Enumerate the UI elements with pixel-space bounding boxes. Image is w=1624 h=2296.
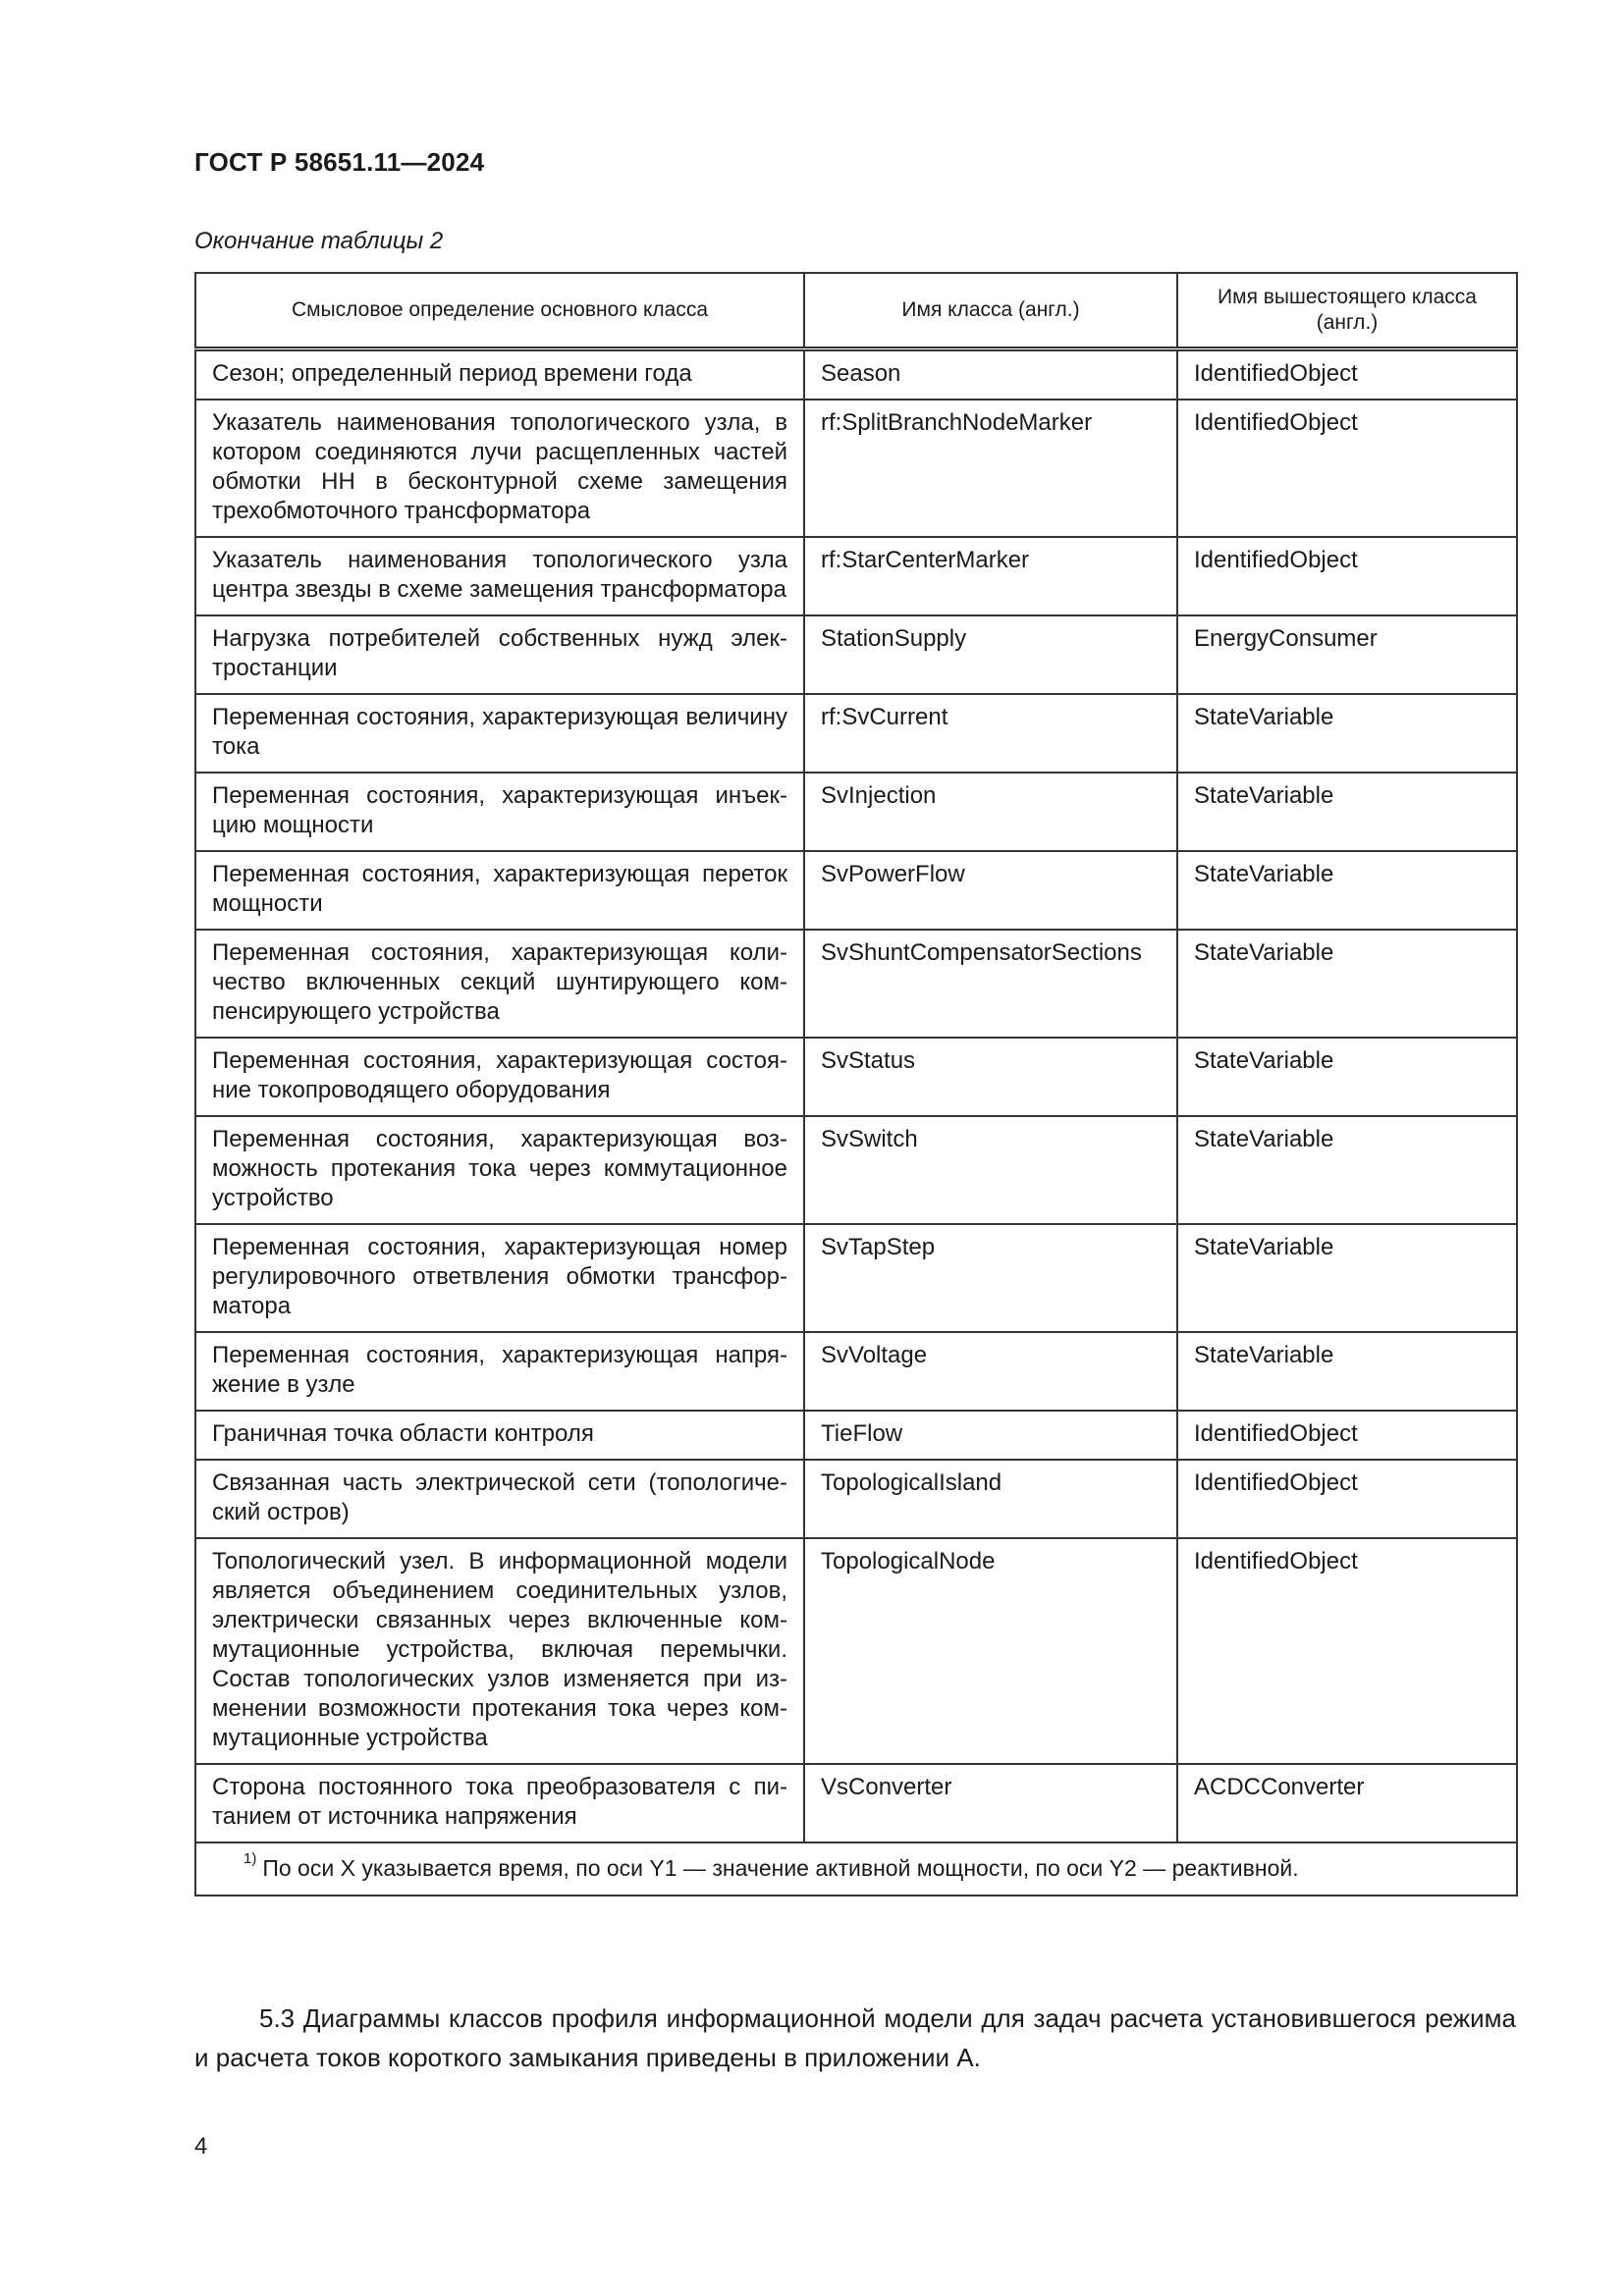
class-name-cell: rf:SvCurrent (804, 694, 1177, 773)
parent-class-cell: IdentifiedObject (1177, 1460, 1517, 1538)
parent-class-cell: StateVariable (1177, 1332, 1517, 1411)
class-name-cell: VsConverter (804, 1764, 1177, 1842)
table-row (195, 1460, 1517, 1538)
class-name-cell: SvVoltage (804, 1332, 1177, 1411)
column-header-class-name: Имя класса (англ.) (804, 273, 1177, 349)
footnote-row (195, 1842, 1517, 1896)
definition-cell: Нагрузка потребителей собственных нужд электростанции (195, 615, 804, 694)
definition-cell: Граничная точка области контроля (195, 1411, 804, 1460)
class-name-cell: SvTapStep (804, 1224, 1177, 1332)
table-row (195, 1038, 1517, 1116)
class-name-cell: rf:SplitBranchNodeMarker (804, 400, 1177, 537)
table-row (195, 349, 1517, 400)
definition-cell: Указатель наименования топологического узла центра звезды в схеме замещения трансформатора (195, 537, 804, 615)
table-caption: Окончание таблицы 2 (194, 228, 444, 254)
table-row (195, 930, 1517, 1038)
table-row (195, 1764, 1517, 1842)
class-name-cell: StationSupply (804, 615, 1177, 694)
class-name-cell: SvPowerFlow (804, 851, 1177, 930)
column-header-parent-class: Имя вышестоящего класса (англ.) (1177, 273, 1517, 349)
definition-cell: Переменная состояния, характеризующая состояние токопроводящего оборудования (195, 1038, 804, 1116)
parent-class-cell: IdentifiedObject (1177, 1538, 1517, 1764)
document-code: ГОСТ Р 58651.11—2024 (194, 147, 485, 177)
table-row (195, 1538, 1517, 1764)
table-row (195, 1411, 1517, 1460)
class-name-cell: rf:StarCenterMarker (804, 537, 1177, 615)
table-row (195, 615, 1517, 694)
parent-class-cell: EnergyConsumer (1177, 615, 1517, 694)
class-name-cell: SvStatus (804, 1038, 1177, 1116)
footnote-text: По оси X указывается время, по оси Y1 — значение активной мощности, по оси Y2 — реактивной. (262, 1855, 1299, 1881)
table-row (195, 851, 1517, 930)
definition-cell: Переменная состояния, характеризующая величину тока (195, 694, 804, 773)
parent-class-cell: StateVariable (1177, 1038, 1517, 1116)
column-header-definition: Смысловое определение основного класса (195, 273, 804, 349)
parent-class-cell: IdentifiedObject (1177, 1411, 1517, 1460)
definition-cell: Переменная состояния, характеризующая номер регулировочного ответвления обмотки трансформатора (195, 1224, 804, 1332)
class-name-cell: SvShuntCompensatorSections (804, 930, 1177, 1038)
table-row (195, 773, 1517, 851)
definition-cell: Указатель наименования топологического узла, в котором соединяются лучи расщепленных частей обмотки НН в бесконтурной схеме замещения трехобмоточного трансформатора (195, 400, 804, 537)
table-row (195, 1116, 1517, 1224)
parent-class-cell: IdentifiedObject (1177, 400, 1517, 537)
class-name-cell: TieFlow (804, 1411, 1177, 1460)
parent-class-cell: StateVariable (1177, 1116, 1517, 1224)
parent-class-cell: StateVariable (1177, 1224, 1517, 1332)
definition-cell: Топологический узел. В информационной модели является объединением соединительных узлов, электрически связанных через включенные коммутационные устройства, включая перемычки. Состав топологических узлов изменяется при изменении возможности протекания тока через коммутационные устройства (195, 1538, 804, 1764)
parent-class-cell: StateVariable (1177, 773, 1517, 851)
class-name-cell: Season (804, 349, 1177, 400)
footnote-cell (195, 1842, 1517, 1896)
table-row (195, 400, 1517, 537)
page-number: 4 (194, 2133, 208, 2160)
table-row (195, 1224, 1517, 1332)
parent-class-cell: StateVariable (1177, 851, 1517, 930)
definition-cell: Переменная состояния, характеризующая напряжение в узле (195, 1332, 804, 1411)
definition-cell: Переменная состояния, характеризующая переток мощности (195, 851, 804, 930)
definition-cell: Сезон; определенный период времени года (195, 349, 804, 400)
definition-cell: Сторона постоянного тока преобразователя с питанием от источника напряжения (195, 1764, 804, 1842)
parent-class-cell: IdentifiedObject (1177, 537, 1517, 615)
class-name-cell: TopologicalIsland (804, 1460, 1177, 1538)
table-header-row (195, 273, 1517, 349)
definition-cell: Переменная состояния, характеризующая возможность протекания тока через коммутационное устройство (195, 1116, 804, 1224)
definition-cell: Переменная состояния, характеризующая инъекцию мощности (195, 773, 804, 851)
class-name-cell: SvInjection (804, 773, 1177, 851)
class-name-cell: SvSwitch (804, 1116, 1177, 1224)
parent-class-cell: StateVariable (1177, 930, 1517, 1038)
parent-class-cell: IdentifiedObject (1177, 349, 1517, 400)
parent-class-cell: StateVariable (1177, 694, 1517, 773)
table-row (195, 1332, 1517, 1411)
table-row (195, 694, 1517, 773)
definition-cell: Переменная состояния, характеризующая количество включенных секций шунтирующего компенсирующего устройства (195, 930, 804, 1038)
footnote-marker: 1) (244, 1850, 257, 1867)
section-paragraph: 5.3 Диаграммы классов профиля информационной модели для задач расчета установившегося режима и расчета токов короткого замыкания приведены в приложении А. (194, 2003, 1516, 2072)
class-table (194, 272, 1518, 1896)
table-row (195, 537, 1517, 615)
definition-cell: Связанная часть электрической сети (топологический остров) (195, 1460, 804, 1538)
class-name-cell: TopologicalNode (804, 1538, 1177, 1764)
parent-class-cell: ACDCConverter (1177, 1764, 1517, 1842)
